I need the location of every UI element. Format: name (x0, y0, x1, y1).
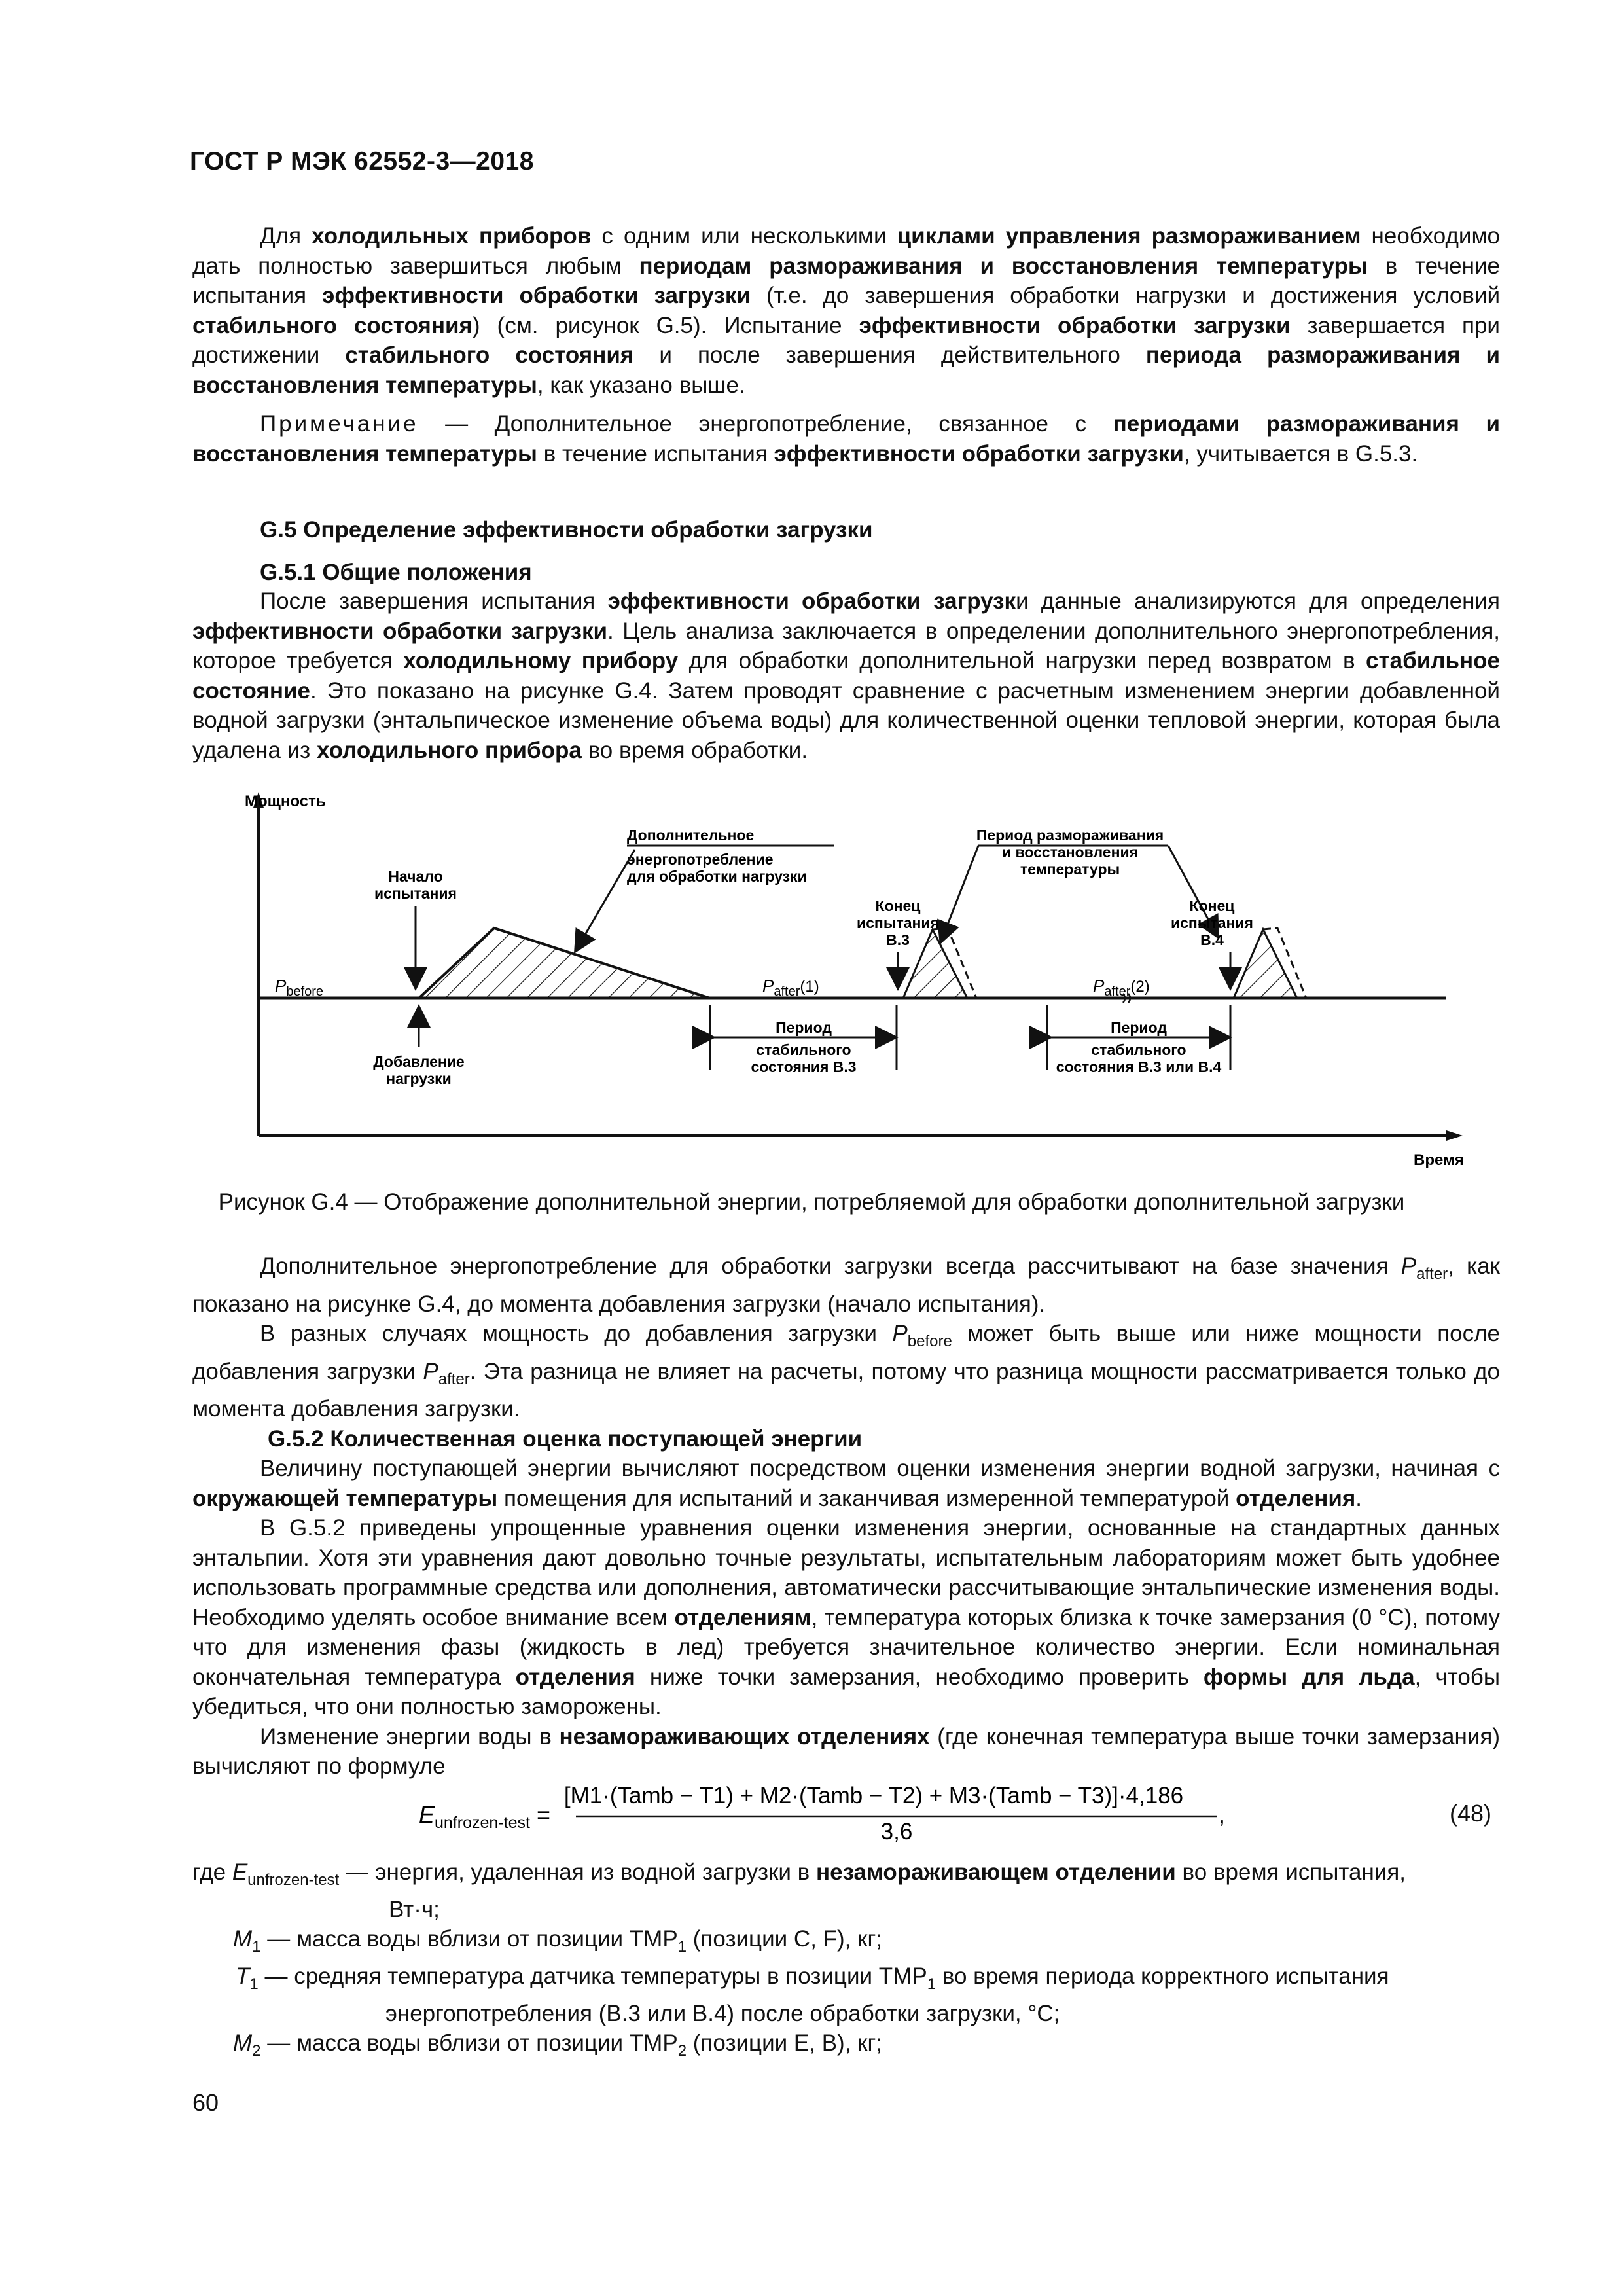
start-test-label-2: испытания (374, 885, 457, 902)
note-label: Примечание (260, 411, 419, 437)
pbefore-paragraph: В разных случаях мощность до добавления загрузки $P_{before}$ может быть выше или ниже мощности после добавления загрузки $P_{after}$. Эта разница не влияет на расчеты, потому что разница мощности рассматривается только до момента добавления загрузки. (192, 1321, 1501, 1422)
figure-g4 (216, 779, 1486, 1185)
p-before-label: $P_{before}$ (275, 976, 324, 999)
stable1-label-1: Период (776, 1019, 832, 1036)
p-after2-label: $P_{after}(2)$ (1093, 976, 1150, 999)
g52-paragraph-3: Изменение энергии воды в незамораживающих отделениях (где конечная температура выше точки замерзания) вычисляют по формуле (192, 1723, 1500, 1779)
document-header: ГОСТ Р МЭК 62552-3—2018 (190, 147, 534, 175)
note-body: — Дополнительное энергопотребление, связанное с периодами размораживания и восстановления температуры в течение испытания эффективности обработки загрузки, учитывается в G.5.3. (192, 411, 1501, 467)
figure-caption: Рисунок G.4 — Отображение дополнительной энергии, потребляемой для обработки дополнительной загрузки (218, 1189, 1405, 1215)
x-axis-label: Время (1414, 1151, 1464, 1169)
page-number: 60 (192, 2089, 219, 2116)
x-axis-arrow (1446, 1130, 1463, 1141)
formula-comma: , (1219, 1801, 1226, 1828)
y-axis-label: Мощность (245, 793, 326, 810)
intro-paragraph: Для холодильных приборов с одним или несколькими циклами управления размораживанием необходимо дать полностью завершиться любым периодам размораживания и восстановления температуры в течение испытания эффективности обработки загрузки (т.е. до завершения обработки нагрузки и достижения условий стабильного состояния) (см. рисунок G.5). Испытание эффективности обработки загрузки завершается при достижении стабильного состояния и после завершения действительного периода размораживания и восстановления температуры, как указано выше. (192, 223, 1500, 398)
note-paragraph (192, 409, 1500, 469)
end-b4-label-1: Конец (1189, 897, 1235, 914)
formula-number: (48) (1450, 1800, 1492, 1827)
load-energy-area (419, 928, 710, 998)
p-after1-label: $P_{after}(1)$ (762, 976, 819, 999)
g52-paragraph-2: В G.5.2 приведены упрощенные уравнения оценки изменения энергии, основанные на стандартных данных энтальпии. Хотя эти уравнения дают довольно точные результаты, испытательным лабораториям может быть удобнее использовать программные средства или дополнения, автоматически рассчитывающие энтальпические изменения воды. Необходимо уделять особое внимание всем отделениям, температура которых близка к точке замерзания (0 °C), потому что для изменения фазы (жидкость в лед) требуется значительное количество энергии. Если номинальная окончательная температура отделения ниже точки замерзания, необходимо проверить формы для льда, чтобы убедиться, что они полностью заморожены. (192, 1515, 1500, 1719)
stable2-label-1: Период (1111, 1019, 1167, 1036)
section-g5-heading: G.5 Определение эффективности обработки загрузки (260, 517, 873, 543)
formula-lhs: $E_{unfrozen-test}$ = (419, 1801, 550, 1832)
defrost-label-2: и восстановления (1001, 844, 1139, 861)
start-test-label-1: Начало (388, 868, 443, 885)
add-load-label-1: Добавление (373, 1053, 465, 1070)
formula-denominator: 3,6 (880, 1819, 913, 1844)
formula-definitions (192, 1857, 1508, 2066)
section-g51-heading: G.5.1 Общие положения (260, 560, 532, 585)
definition-m1: $M_1$ — масса воды вблизи от позиции $TMP_1$ (позиции C, F), кг; (233, 1926, 882, 1956)
formula-numerator: [M1·(Tamb − T1) + M2·(Tamb − T2) + M3·(Tamb − T3)]·4,186 (563, 1783, 1184, 1808)
end-b3-label-3: B.3 (886, 931, 910, 948)
extra-energy-arrow (576, 850, 635, 950)
end-b4-label-2: испытания (1171, 914, 1253, 931)
stable1-label-2: стабильного (756, 1041, 851, 1058)
g51-paragraph: После завершения испытания эффективности обработки загрузки данные анализируются для определения эффективности обработки загрузки. Цель анализа заключается в определении дополнительного энергопотребления, которое требуется холодильному прибору для обработки дополнительной нагрузки перед возвратом в стабильное состояние. Это показано на рисунке G.4. Затем проводят сравнение с расчетным изменением энергии добавленной водной загрузки (энтальпическое изменение объема воды) для количественной оценки тепловой энергии, которая была удалена из холодильного прибора во время обработки. (192, 588, 1500, 763)
add-load-label-2: нагрузки (386, 1070, 452, 1087)
end-b3-label-2: испытания (857, 914, 939, 931)
defrost-label-1: Период размораживания (976, 827, 1164, 844)
intro-section (192, 221, 1500, 469)
extra-energy-label-3: для обработки нагрузки (627, 868, 807, 885)
defrost-arrow-1 (941, 846, 978, 941)
end-b4-label-3: B.4 (1200, 931, 1224, 948)
end-b3-label-1: Конец (875, 897, 921, 914)
definition-e-unfrozen-cont: Вт·ч; (389, 1897, 440, 1922)
extra-energy-label-1: Дополнительное (627, 827, 755, 844)
stable2-label-2: стабильного (1091, 1041, 1186, 1058)
formula-48 (0, 1767, 1623, 1846)
definition-e-unfrozen: где $E_{unfrozen-test}$ — энергия, удаленная из водной загрузки в незамораживающем отделении во время испытания, (192, 1859, 1406, 1889)
defrost-hump-1 (903, 929, 967, 998)
definition-m2: $M_2$ — масса воды вблизи от позиции $TMP_2$ (позиции E, B), кг; (233, 2030, 882, 2060)
section-g52-heading: G.5.2 Количественная оценка поступающей энергии (268, 1426, 863, 1452)
stable1-label-3: состояния B.3 (751, 1058, 857, 1075)
defrost-label-3: температуры (1020, 861, 1120, 878)
definition-t1-cont: энергопотребления (B.3 или B.4) после обработки загрузки, °C; (385, 2001, 1060, 2026)
after-figure-section (192, 1251, 1500, 1782)
section-g51-body (192, 586, 1500, 765)
definition-t1: $T_1$ — средняя температура датчика температуры в позиции $TMP_1$ во время периода корректного испытания (236, 1964, 1389, 1993)
g52-paragraph-1: Величину поступающей энергии вычисляют посредством оценки изменения энергии водной загрузки, начиная с окружающей температуры помещения для испытаний и заканчивая измеренной температурой отделения. (192, 1456, 1500, 1511)
extra-energy-label-2: энергопотребление (627, 851, 774, 868)
defrost-hump-2 (1234, 929, 1297, 998)
stable2-label-3: состояния B.3 или B.4 (1056, 1058, 1222, 1075)
pafter-paragraph: Дополнительное энергопотребление для обработки загрузки всегда рассчитывают на базе значения $P_{after}$, как показано на рисунке G.4, до момента добавления загрузки (начало испытания). (192, 1253, 1500, 1317)
